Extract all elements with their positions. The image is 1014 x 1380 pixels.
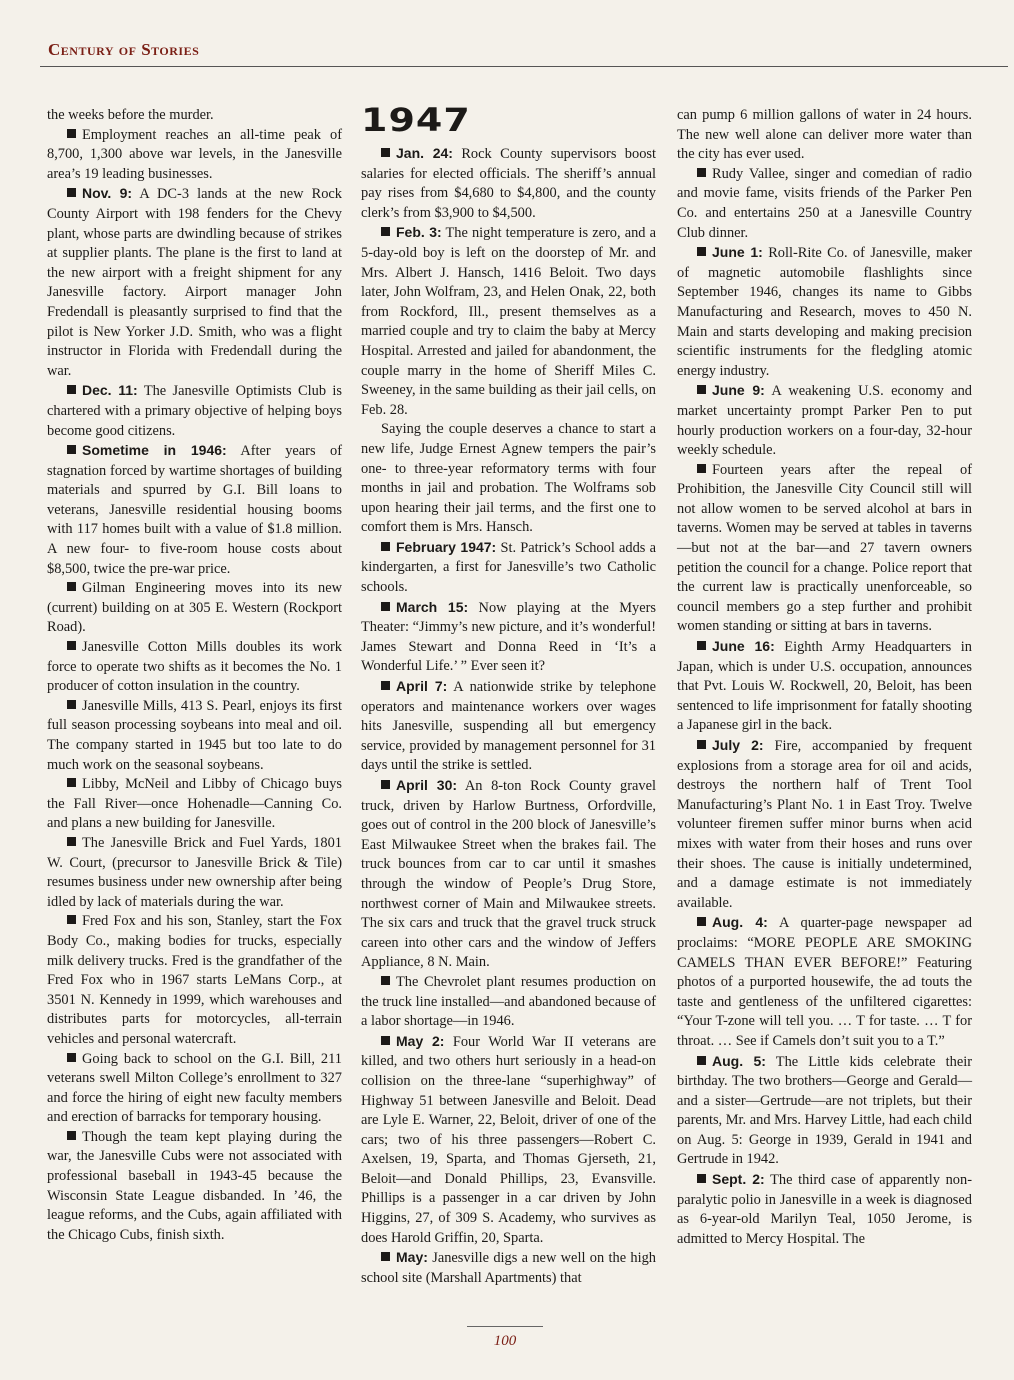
square-bullet-icon [697, 385, 706, 394]
square-bullet-icon [67, 188, 76, 197]
square-bullet-icon [67, 1131, 76, 1140]
square-bullet-icon [697, 740, 706, 749]
paragraph: February 1947: St. Patrick’s School adds a kindergarten, a first for Janesville’s two Catholic schools. [361, 538, 657, 596]
square-bullet-icon [697, 247, 706, 256]
square-bullet-icon [697, 1056, 706, 1065]
paragraph: The Janesville Brick and Fuel Yards, 1801 W. Court, (precursor to Janesville Brick & Tile) resumes business under new ownership after being idled by lack of materials during the war. [47, 834, 342, 910]
paragraph: Going back to school on the G.I. Bill, 211 veterans swell Milton College’s enrollment to 327 and force the hiring of eight new faculty members and erection of barracks for temporary housing. [47, 1050, 342, 1126]
paragraph: can pump 6 million gallons of water in 24 hours. The new well alone can deliver more water than the city has ever used. [677, 107, 972, 163]
paragraph: Sometime in 1946: After years of stagnation forced by wartime shortages of building materials and spurred by G.I. Bill loans to veterans, Janesville residential housing booms with 117 homes built with a value of $1.8 million. A new four- to five-room house costs about $8,500, twice the pre-war price. [47, 442, 343, 577]
paragraph: Dec. 11: The Janesville Optimists Club is chartered with a primary objective of helping boys become good citizens. [47, 382, 342, 439]
entry-date: Sept. 2: [712, 1171, 765, 1188]
entry-date: July 2: [712, 737, 764, 753]
square-bullet-icon [381, 1252, 390, 1261]
entry-date: June 9: [712, 382, 765, 399]
running-header: Century of Stories [48, 40, 200, 59]
entry-date: Dec. 11: [82, 382, 138, 399]
entry-date: April 30: [396, 777, 458, 793]
square-bullet-icon [381, 227, 390, 236]
page-number: 100 [493, 1333, 517, 1349]
square-bullet-icon [67, 915, 76, 924]
paragraph: June 16: Eighth Army Headquarters in Japan, which is under U.S. occupation, announces that Pvt. Louis W. Rockwell, 20, Beloit, has been sentenced to life imprisonment for fatally shooting a Japanese girl in the back. [677, 638, 972, 734]
paragraph: May 2: Four World War II veterans are killed, and two others hurt seriously in a head-on collision on the three-lane “superhighway” of Highway 51 between Janesville and Beloit. Dead are Lyle E. Warner, 22, Beloit, driver of one of the cars; two of his three passengers—Robert C. Axelsen, 19, Sparta, and Thomas Gjerseth, 21, Beloit—and Donald Phillips, 23, Evansville. Phillips is a passenger in a car driven by John Higgins, 27, of 309 S. Academy, who survives as does Harold Griffin, 20, Sparta. [361, 1032, 656, 1246]
entry-date: April 7: [396, 678, 448, 695]
entry-date: Sometime in 1946: [82, 442, 227, 459]
paragraph: Libby, McNeil and Libby of Chicago buys the Fall River—once Hohenadle—Canning Co. and plans a new building for Janesville. [47, 776, 342, 832]
paragraph: Rudy Vallee, singer and comedian of radio and movie fame, visits friends of the Parker Pen Co. and entertains 250 at a Janesville Country Club dinner. [677, 165, 972, 241]
entry-date: February 1947: [396, 538, 497, 555]
square-bullet-icon [67, 778, 76, 787]
paragraph: Janesville Cotton Mills doubles its work force to operate two shifts as it becomes the No. 1 producer of cotton insulation in the country. [47, 639, 342, 695]
square-bullet-icon [67, 837, 76, 846]
entry-date: May: [396, 1249, 428, 1266]
entry-date: Aug. 4: [712, 914, 768, 931]
paragraph: April 7: A nationwide strike by telephone operators and maintenance workers over wages hits Janesville, suspending all but emergency service, provided by management personnel for 31 days until the strike is settled. [361, 678, 656, 774]
square-bullet-icon [67, 385, 76, 394]
entry-date: June 16: [712, 638, 775, 655]
paragraph: Fred Fox and his son, Stanley, start the Fox Body Co., making bodies for trucks, especially milk delivery trucks. Fred is the grandfather of the Fred Fox who in 1967 starts LeMans Corp., at 3501 N. Kennedy in 1999, which warehouses and distributes parts for motorcycles, all-terrain vehicles and personal watercraft. [47, 913, 342, 1047]
square-bullet-icon [67, 582, 76, 591]
paragraph: June 9: A weakening U.S. economy and market uncertainty prompt Parker Pen to put hourly production workers on a four-day, 32-hour weekly schedule. [677, 382, 973, 459]
paragraph: Saying the couple deserves a chance to start a new life, Judge Ernest Agnew tempers the pair’s one- to three-year reformatory terms with four months in jail and probation. The Wolframs sob upon hearing their jail terms, and the first one to comfort them is Mrs. Hansch. [361, 421, 656, 536]
square-bullet-icon [697, 917, 706, 926]
entry-date: Aug. 5: [712, 1052, 766, 1069]
square-bullet-icon [697, 464, 706, 473]
square-bullet-icon [67, 641, 76, 650]
column-1 [47, 106, 342, 1245]
paragraph: Sept. 2: The third case of apparently non-paralytic polio in Janesville in a week is diagnosed as 6-year-old Marilyn Teal, 1050 Jerome, is admitted to Mercy Hospital. The [677, 1171, 972, 1247]
square-bullet-icon [381, 148, 390, 157]
square-bullet-icon [697, 1174, 706, 1183]
paragraph: July 2: Fire, accompanied by frequent explosions from a storage area for oil and acids, destroys the northern half of Trent Tool Manufacturing’s Plant No. 1 in East Troy. Twelve volunteer firemen suffer minor burns when acid mixes with water from their hoses and runs over their shoes. The cause is initially undetermined, and a damage estimate is not immediately available. [677, 737, 972, 911]
square-bullet-icon [381, 542, 390, 551]
paragraph: Fourteen years after the repeal of Prohibition, the Janesville City Council still will not allow women to be served alcohol at bars in taverns. Women may be served at tables in taverns—but not at the bar—and 27 tavern owners petition the council for a change. Police report that the current law is practically unenforceable, so council members go a step further and prohibit women standing or sitting at bars in taverns. [677, 461, 972, 635]
square-bullet-icon [697, 168, 706, 177]
square-bullet-icon [67, 700, 76, 709]
square-bullet-icon [67, 129, 76, 138]
entry-date: Nov. 9: [82, 185, 133, 202]
square-bullet-icon [381, 602, 390, 611]
square-bullet-icon [381, 1036, 390, 1045]
paragraph: The Chevrolet plant resumes production on the truck line installed—and abandoned because of a labor shortage—in 1946. [361, 973, 656, 1030]
entry-date: March 15: [396, 598, 469, 615]
paragraph: Jan. 24: Rock County supervisors boost salaries for elected officials. The sheriff’s annual pay rises from $4,680 to $4,800, and the county clerk’s from $3,900 to $4,500. [361, 145, 656, 221]
paragraph: June 1: Roll-Rite Co. of Janesville, maker of magnetic automobile flashlights since September 1946, changes its name to Gibbs Manufacturing and Research, moves to 450 N. Main and starts developing and making precision scientific instruments for the fledgling atomic energy industry. [677, 244, 973, 379]
paragraph: Nov. 9: A DC-3 lands at the new Rock County Airport with 198 fenders for the Chevy plant, whose parts are dwindling because of strikes at supplier plants. The plane is the first to land at the new airport with a freight shipment for any Janesville factory. Airport manager John Fredendall is pleasantly surprised to find that the pilot is New Yorker J.D. Smith, who was a flight instructor in Florida with Fredendall during the war. [47, 185, 342, 379]
paragraph: the weeks before the murder. [47, 107, 214, 123]
paragraph: May: Janesville digs a new well on the high school site (Marshall Apartments) that [361, 1249, 656, 1286]
square-bullet-icon [381, 780, 390, 789]
paragraph: Though the team kept playing during the war, the Janesville Cubs were not associated with professional baseball in 1943-45 because the Wisconsin State League disbanded. In ’46, the league reforms, and the Cubs, again affiliated with the Chicago Cubs, finish sixth. [47, 1128, 342, 1243]
paragraph: Employment reaches an all-time peak of 8,700, 1,300 above war levels, in the Janesville area’s 19 leading businesses. [47, 126, 342, 182]
square-bullet-icon [697, 641, 706, 650]
column-3 [677, 106, 972, 1249]
entry-date: Feb. 3: [396, 224, 442, 241]
square-bullet-icon [381, 976, 390, 985]
square-bullet-icon [67, 1053, 76, 1062]
page-number-rule [467, 1326, 543, 1327]
header-rule [40, 66, 1008, 67]
entry-date: May 2: [396, 1032, 445, 1049]
paragraph: Gilman Engineering moves into its new (current) building on at 305 E. Western (Rockport Road). [47, 580, 342, 636]
column-2 [361, 100, 656, 1288]
paragraph: April 30: An 8-ton Rock County gravel truck, driven by Harlow Burtness, Orfordville, goes out of control in the 200 block of Janesville’s East Milwaukee Street when the brakes fail. The truck bounces from car to car until it smashes through the window of People’s Drug Store, northwest corner of Main and Milwaukee streets. The six cars and truck that the gravel truck struck careen into other cars and the window of Jeffers Appliance, 8 N. Main. [361, 777, 657, 971]
paragraph: Aug. 5: The Little kids celebrate their birthday. The two brothers—George and Gerald—and a sister—Gertrude—are not triplets, but their parents, Mr. and Mrs. Harvey Little, had each child on Aug. 5: George in 1939, Gerald in 1941 and Gertrude in 1942. [677, 1052, 972, 1168]
square-bullet-icon [67, 445, 76, 454]
paragraph: Feb. 3: The night temperature is zero, and a 5-day-old boy is left on the doorstep of Mr. and Mrs. Albert J. Hansch, 1416 Beloit. Two days later, John Wolfram, 23, and Helen Onak, 22, both from Rockford, Ill., present themselves as a married couple and try to claim the baby at Mercy Hospital. Arrested and jailed for abandonment, the couple marry in the home of Sheriff Miles C. Sweeney, in the same building as their jail cells, on Feb. 28. [361, 224, 656, 418]
paragraph: Aug. 4: A quarter-page newspaper ad proclaims: “MORE PEOPLE ARE SMOKING CAMELS THAN EVER BEFORE!” Featuring photos of a purported housewife, the ad touts the taste and gentleness of the unfiltered cigarettes: “Your T-zone will tell you. … T for taste. … T for throat. … See if Camels don’t suit you to a T.” [677, 914, 972, 1049]
paragraph: March 15: Now playing at the Myers Theater: “Jimmy’s new picture, and it’s wonderful! James Stewart and Donna Reed in ‘It’s a Wonderful Life.’ ” Ever seen it? [361, 598, 656, 675]
entry-date: June 1: [712, 244, 763, 261]
year-heading: 1947 [361, 101, 471, 139]
square-bullet-icon [381, 681, 390, 690]
entry-date: Jan. 24: [396, 145, 453, 161]
paragraph: Janesville Mills, 413 S. Pearl, enjoys its first full season processing soybeans into meal and oil. The company started in 1945 but too late to do much work on the seasonal soybeans. [47, 697, 342, 773]
